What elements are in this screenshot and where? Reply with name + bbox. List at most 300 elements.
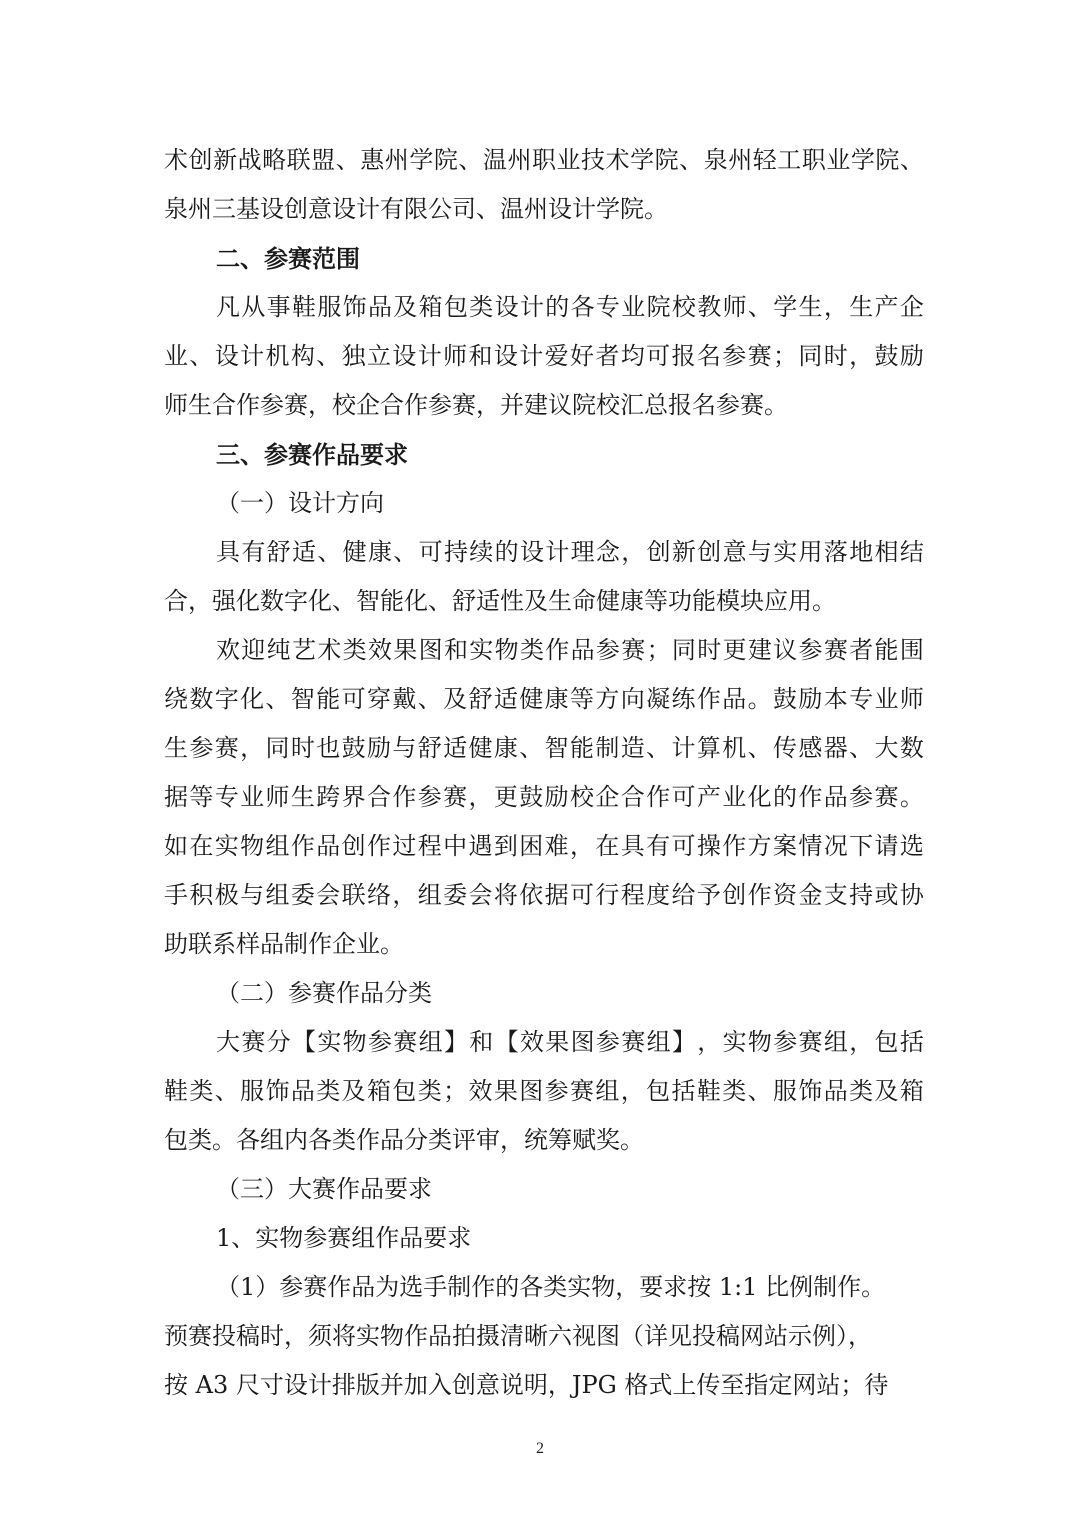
glyph: 职 xyxy=(531,146,556,174)
subheading-category: （二）参赛作品分类 xyxy=(216,979,432,1007)
glyph: 赛 xyxy=(570,1077,594,1105)
glyph: 院 xyxy=(654,146,679,174)
glyph: 络 xyxy=(367,881,391,909)
glyph: 技 xyxy=(581,146,606,174)
glyph: 、 xyxy=(317,538,342,566)
glyph: 、 xyxy=(393,538,418,566)
glyph: 业 xyxy=(874,685,899,713)
glyph: 报 xyxy=(671,342,696,370)
glyph: ， xyxy=(823,293,848,321)
glyph: 箱 xyxy=(418,293,443,321)
glyph: 在 xyxy=(189,832,214,860)
glyph: 可 xyxy=(646,342,671,370)
glyph: 协 xyxy=(899,881,924,909)
glyph: 念 xyxy=(595,538,620,566)
glyph: 类 xyxy=(849,1077,874,1105)
glyph: 鼓 xyxy=(773,685,797,713)
glyph: 可 xyxy=(671,832,696,860)
glyph: 依 xyxy=(519,881,544,909)
glyph: 本 xyxy=(823,685,848,713)
glyph: 数 xyxy=(899,734,924,762)
glyph: 的 xyxy=(494,538,519,566)
glyph: 括 xyxy=(671,1077,696,1105)
glyph: 。 xyxy=(899,783,924,811)
glyph: 术 xyxy=(164,146,188,174)
glyph: 作 xyxy=(545,636,570,664)
glyph: 及 xyxy=(341,1077,366,1105)
glyph: 构 xyxy=(290,342,315,370)
glyph: 、 xyxy=(646,734,671,762)
glyph: 作 xyxy=(747,881,772,909)
glyph: 计 xyxy=(519,342,544,370)
glyph: 爱 xyxy=(544,342,569,370)
glyph: 盟 xyxy=(311,146,336,174)
glyph: 专 xyxy=(595,293,620,321)
glyph: 从 xyxy=(241,293,266,321)
glyph: 适 xyxy=(443,734,468,762)
glyph: 委 xyxy=(443,881,468,909)
body-text xyxy=(164,136,924,1410)
glyph: 学 xyxy=(850,146,875,174)
subheading-design-direction: （一）设计方向 xyxy=(216,489,384,517)
glyph: 舒 xyxy=(417,734,442,762)
glyph: 落 xyxy=(823,538,848,566)
glyph: 康 xyxy=(544,685,569,713)
glyph: 惠 xyxy=(360,146,385,174)
glyph: 遇 xyxy=(468,832,493,860)
glyph: 物 xyxy=(747,1028,772,1056)
glyph: 者 xyxy=(849,636,874,664)
glyph: 企 xyxy=(899,293,924,321)
glyph: 方 xyxy=(747,832,772,860)
glyph: 练 xyxy=(671,685,696,713)
glyph: 跨 xyxy=(316,783,341,811)
glyph: 赛 xyxy=(241,1028,266,1056)
glyph: 参 xyxy=(417,783,442,811)
glyph: 新 xyxy=(213,146,238,174)
glyph: 和 xyxy=(469,1028,494,1056)
glyph: 更 xyxy=(493,783,518,811)
text-line xyxy=(164,626,924,675)
glyph: 战 xyxy=(237,146,262,174)
glyph: 设 xyxy=(493,342,518,370)
glyph: ， xyxy=(849,1028,874,1056)
glyph: 师 xyxy=(265,783,290,811)
glyph: 选 xyxy=(899,832,924,860)
glyph: 界 xyxy=(341,783,366,811)
glyph: 图 xyxy=(418,636,443,664)
glyph: 作 xyxy=(798,783,823,811)
glyph: 机 xyxy=(265,342,290,370)
glyph: 果 xyxy=(393,636,418,664)
glyph: 包 xyxy=(874,1028,899,1056)
glyph: 组 xyxy=(265,881,290,909)
glyph: 鼓 xyxy=(341,734,366,762)
glyph: 、 xyxy=(316,342,341,370)
glyph: 物 xyxy=(342,1028,367,1056)
glyph: 专 xyxy=(849,685,874,713)
glyph: 赛 xyxy=(823,636,848,664)
glyph: 创 xyxy=(722,881,747,909)
glyph: 学 xyxy=(409,146,434,174)
glyph: ； xyxy=(773,342,797,370)
glyph: 支 xyxy=(823,881,848,909)
glyph: 参 xyxy=(544,1077,569,1105)
glyph: 同 xyxy=(798,342,823,370)
glyph: 赛 xyxy=(393,1028,418,1056)
section-heading-requirements: 三、参赛作品要求 xyxy=(216,440,408,469)
glyph: 设 xyxy=(494,293,519,321)
glyph: 类 xyxy=(417,1077,442,1105)
text-line xyxy=(164,528,924,577)
glyph: 赛 xyxy=(214,734,239,762)
glyph: 凡 xyxy=(216,293,240,321)
glyph: 作 xyxy=(696,685,721,713)
glyph: 的 xyxy=(773,783,797,811)
text-line xyxy=(164,724,924,773)
glyph: 效 xyxy=(519,1028,544,1056)
glyph: 机 xyxy=(722,734,747,762)
glyph: 教 xyxy=(697,293,722,321)
glyph: 纯 xyxy=(266,636,291,664)
glyph: 泉 xyxy=(703,146,728,174)
glyph: 类 xyxy=(469,293,494,321)
glyph: 参 xyxy=(595,636,620,664)
glyph: 品 xyxy=(722,685,747,713)
glyph: 予 xyxy=(696,881,721,909)
glyph: 造 xyxy=(620,734,645,762)
glyph: 地 xyxy=(849,538,874,566)
glyph: 作 xyxy=(646,783,671,811)
glyph: 有 xyxy=(241,538,266,566)
glyph: 时 xyxy=(823,342,848,370)
glyph: 金 xyxy=(798,881,823,909)
glyph: 手 xyxy=(164,881,188,909)
glyph: 包 xyxy=(646,1077,671,1105)
glyph: 】 xyxy=(443,1028,468,1056)
glyph: 情 xyxy=(798,832,823,860)
text-line xyxy=(164,871,924,920)
glyph: 参 xyxy=(798,636,823,664)
glyph: 计 xyxy=(519,293,544,321)
glyph: 健 xyxy=(519,685,544,713)
glyph: 效 xyxy=(468,1077,493,1105)
glyph: 、 xyxy=(679,146,704,174)
glyph: 实 xyxy=(722,1028,747,1056)
glyph: 与 xyxy=(747,538,772,566)
glyph: 大 xyxy=(216,1028,240,1056)
glyph: 的 xyxy=(545,293,570,321)
glyph: 等 xyxy=(570,685,594,713)
glyph: 组 xyxy=(265,832,290,860)
glyph: 、 xyxy=(417,685,442,713)
text-line xyxy=(164,332,924,381)
text-line xyxy=(164,283,924,332)
glyph: 建 xyxy=(747,636,772,664)
glyph: 等 xyxy=(189,783,214,811)
glyph: 时 xyxy=(290,734,315,762)
glyph: 艺 xyxy=(291,636,316,664)
glyph: 产 xyxy=(696,783,721,811)
glyph: 计 xyxy=(240,342,265,370)
glyph: 各 xyxy=(570,293,595,321)
glyph: 业 xyxy=(240,783,265,811)
glyph: 和 xyxy=(468,342,493,370)
glyph: 生 xyxy=(164,734,188,762)
glyph: 程 xyxy=(417,832,442,860)
glyph: 在 xyxy=(595,832,620,860)
glyph: 工 xyxy=(777,146,802,174)
glyph: 可 xyxy=(418,538,443,566)
glyph: 大 xyxy=(874,734,899,762)
glyph: 合 xyxy=(620,783,645,811)
glyph: 同 xyxy=(265,734,290,762)
glyph: 适 xyxy=(493,685,518,713)
glyph: 下 xyxy=(849,832,874,860)
glyph: 企 xyxy=(595,783,620,811)
glyph: 与 xyxy=(392,734,417,762)
glyph: 鞋 xyxy=(164,1077,188,1105)
glyph: 服 xyxy=(240,1077,265,1105)
glyph: 操 xyxy=(696,832,721,860)
glyph: 康 xyxy=(367,538,392,566)
glyph: 鞋 xyxy=(291,293,316,321)
glyph: 、 xyxy=(265,685,290,713)
glyph: 感 xyxy=(798,734,823,762)
glyph: 字 xyxy=(214,685,239,713)
glyph: 品 xyxy=(316,832,341,860)
glyph: 组 xyxy=(595,1077,620,1105)
glyph: 作 xyxy=(367,832,391,860)
glyph: 同 xyxy=(671,636,696,664)
glyph: 饰 xyxy=(265,1077,290,1105)
glyph: 也 xyxy=(316,734,341,762)
text-line: 泉州三基设创意设计有限公司、温州设计学院。 xyxy=(164,195,668,223)
glyph: 案 xyxy=(773,832,797,860)
glyph: 可 xyxy=(570,881,594,909)
glyph: 术 xyxy=(317,636,342,664)
glyph: 、 xyxy=(747,734,772,762)
glyph: 能 xyxy=(316,685,341,713)
glyph: 参 xyxy=(849,783,874,811)
glyph: 况 xyxy=(823,832,848,860)
glyph: ， xyxy=(621,538,646,566)
glyph: 能 xyxy=(570,734,594,762)
glyph: 参 xyxy=(595,1028,620,1056)
glyph: 实 xyxy=(773,538,798,566)
text-line xyxy=(164,1018,924,1067)
glyph: 创 xyxy=(188,146,213,174)
text-line xyxy=(164,136,924,185)
glyph: 联 xyxy=(341,881,366,909)
glyph: 组 xyxy=(646,1028,671,1056)
glyph: 舒 xyxy=(266,538,291,566)
glyph: 持 xyxy=(849,881,874,909)
glyph: 请 xyxy=(874,832,899,860)
glyph: ； xyxy=(443,1077,468,1105)
glyph: 迎 xyxy=(241,636,266,664)
glyph: 设 xyxy=(214,342,239,370)
glyph: 业 xyxy=(722,783,747,811)
glyph: 给 xyxy=(671,881,696,909)
glyph: 行 xyxy=(595,881,620,909)
glyph: 、 xyxy=(849,734,874,762)
glyph: 励 xyxy=(798,685,823,713)
glyph: 参 xyxy=(773,1028,798,1056)
subheading-work-requirements: （三）大赛作品要求 xyxy=(216,1175,432,1203)
glyph: 类 xyxy=(519,636,544,664)
glyph: 绕 xyxy=(164,685,188,713)
text-line xyxy=(164,1067,924,1116)
glyph: 能 xyxy=(874,636,899,664)
glyph: 计 xyxy=(417,342,442,370)
glyph: 委 xyxy=(290,881,315,909)
glyph: 、 xyxy=(899,146,924,174)
glyph: 箱 xyxy=(899,1077,924,1105)
glyph: 鞋 xyxy=(696,1077,721,1105)
glyph: 理 xyxy=(570,538,595,566)
glyph: 赛 xyxy=(443,783,468,811)
glyph: 包 xyxy=(443,293,468,321)
glyph: 计 xyxy=(545,538,570,566)
section-heading-scope: 二、参赛范围 xyxy=(216,244,360,273)
glyph: 据 xyxy=(544,881,569,909)
glyph: 和 xyxy=(443,636,468,664)
glyph: 励 xyxy=(367,734,391,762)
glyph: 业 xyxy=(556,146,581,174)
glyph: 如 xyxy=(164,832,188,860)
glyph: 生 xyxy=(290,783,315,811)
glyph: 化 xyxy=(240,685,265,713)
glyph: 联 xyxy=(286,146,311,174)
glyph: 及 xyxy=(443,685,468,713)
glyph: 、 xyxy=(519,734,544,762)
glyph: 及 xyxy=(874,1077,899,1105)
glyph: 专 xyxy=(214,783,239,811)
glyph: 组 xyxy=(823,1028,848,1056)
glyph: 州 xyxy=(728,146,753,174)
glyph: 鼓 xyxy=(519,783,544,811)
glyph: 、 xyxy=(214,1077,239,1105)
glyph: 校 xyxy=(671,293,696,321)
text-line: 师生合作参赛，校企合作参赛，并建议院校汇总报名参赛。 xyxy=(164,391,788,419)
glyph: 戴 xyxy=(392,685,417,713)
glyph: ， xyxy=(570,832,594,860)
glyph: 【 xyxy=(494,1028,519,1056)
glyph: 师 xyxy=(443,342,468,370)
glyph: 设 xyxy=(392,342,417,370)
glyph: ， xyxy=(468,783,493,811)
glyph: 好 xyxy=(570,342,594,370)
glyph: 健 xyxy=(468,734,493,762)
glyph: 化 xyxy=(747,783,772,811)
glyph: 励 xyxy=(544,783,569,811)
glyph: 参 xyxy=(189,734,214,762)
glyph: 物 xyxy=(494,636,519,664)
glyph: 及 xyxy=(393,293,418,321)
glyph: 职 xyxy=(801,146,826,174)
glyph: 智 xyxy=(544,734,569,762)
glyph: 轻 xyxy=(752,146,777,174)
glyph: 学 xyxy=(630,146,655,174)
text-line: 预赛投稿时，须将实物作品拍摄清晰六视图（详见投稿网站示例）， xyxy=(164,1322,872,1350)
glyph: 议 xyxy=(773,636,798,664)
glyph: 类 xyxy=(189,1077,214,1105)
glyph: 作 xyxy=(290,832,315,860)
glyph: 制 xyxy=(595,734,620,762)
glyph: 器 xyxy=(823,734,848,762)
glyph: 图 xyxy=(519,1077,544,1105)
glyph: 励 xyxy=(899,342,924,370)
glyph: 意 xyxy=(722,538,747,566)
glyph: 到 xyxy=(493,832,518,860)
glyph: 舒 xyxy=(468,685,493,713)
glyph: 州 xyxy=(507,146,532,174)
glyph: 、 xyxy=(335,146,360,174)
glyph: 创 xyxy=(697,538,722,566)
glyph: ， xyxy=(392,881,417,909)
glyph: 合 xyxy=(367,783,391,811)
glyph: 具 xyxy=(216,538,240,566)
glyph: 续 xyxy=(469,538,494,566)
glyph: 参 xyxy=(367,1028,392,1056)
glyph: 相 xyxy=(874,538,899,566)
glyph: 凝 xyxy=(646,685,671,713)
glyph: 独 xyxy=(341,342,366,370)
glyph: 赛 xyxy=(747,342,772,370)
glyph: 品 xyxy=(823,783,848,811)
glyph: 方 xyxy=(595,685,620,713)
glyph: 类 xyxy=(342,636,367,664)
text-line: （1）参赛作品为选手制作的各类实物，要求按 1:1 比例制作。 xyxy=(216,1273,886,1301)
glyph: 院 xyxy=(433,146,458,174)
glyph: 资 xyxy=(773,881,797,909)
glyph: ， xyxy=(620,1077,645,1105)
glyph: 积 xyxy=(189,881,214,909)
text-line xyxy=(164,822,924,871)
glyph: 果 xyxy=(493,1077,518,1105)
glyph: 数 xyxy=(189,685,214,713)
glyph: 师 xyxy=(899,685,924,713)
glyph: 生 xyxy=(798,293,823,321)
glyph: 向 xyxy=(620,685,645,713)
glyph: 品 xyxy=(570,636,595,664)
glyph: 度 xyxy=(646,881,671,909)
glyph: 赛 xyxy=(621,1028,646,1056)
glyph: 类 xyxy=(722,1077,747,1105)
glyph: 、 xyxy=(189,342,214,370)
glyph: 可 xyxy=(671,783,696,811)
glyph: 健 xyxy=(342,538,367,566)
glyph: 括 xyxy=(899,1028,924,1056)
page-number: 2 xyxy=(536,1440,544,1457)
glyph: 会 xyxy=(468,881,493,909)
glyph: 、 xyxy=(458,146,483,174)
glyph: ； xyxy=(646,636,671,664)
glyph: 结 xyxy=(899,538,924,566)
glyph: 品 xyxy=(290,1077,315,1105)
glyph: 时 xyxy=(697,636,722,664)
glyph: 服 xyxy=(317,293,342,321)
glyph: 饰 xyxy=(798,1077,823,1105)
glyph: ， xyxy=(697,1028,722,1056)
text-line xyxy=(164,773,924,822)
glyph: 赛 xyxy=(798,1028,823,1056)
glyph: 、 xyxy=(747,293,772,321)
glyph: 可 xyxy=(341,685,366,713)
glyph: 类 xyxy=(316,1077,341,1105)
glyph: 生 xyxy=(849,293,874,321)
